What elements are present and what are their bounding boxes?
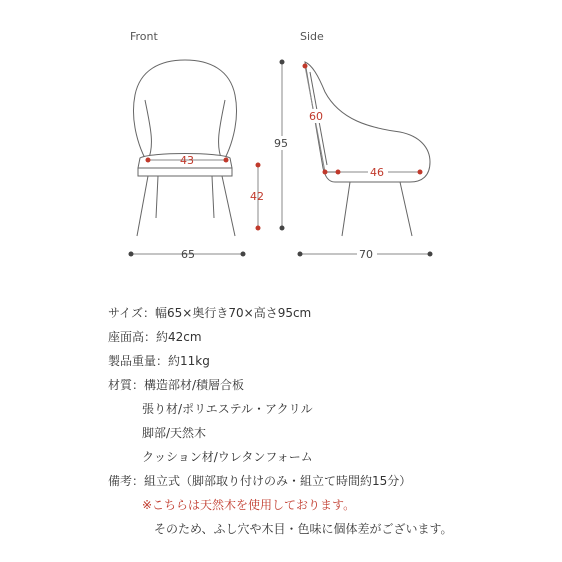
seat-height-label: 42 bbox=[250, 190, 264, 203]
spec-size: サイズ：幅65×奥行き70×高さ95cm bbox=[108, 306, 312, 320]
front-leg-3 bbox=[212, 176, 214, 218]
front-arm-left bbox=[145, 100, 151, 160]
front-leg-1 bbox=[137, 176, 148, 236]
height-endpoint-top bbox=[280, 60, 285, 65]
seat-height-endpoint-bottom bbox=[256, 226, 261, 231]
front-view-label: Front bbox=[130, 30, 158, 43]
spec-seat-height: 座面高：約42cm bbox=[108, 330, 202, 344]
seat-width-endpoint-right bbox=[224, 158, 229, 163]
spec-note-natural-wood: ※こちらは天然木を使用しております。 bbox=[142, 498, 356, 512]
spec-weight: 製品重量：約11kg bbox=[108, 354, 210, 368]
side-view bbox=[305, 62, 430, 236]
front-arm-right bbox=[219, 100, 225, 160]
width-endpoint-right bbox=[241, 252, 246, 257]
side-view-label: Side bbox=[300, 30, 324, 43]
side-leg-back bbox=[400, 182, 412, 236]
front-leg-4 bbox=[222, 176, 235, 236]
back-height-endpoint-bottom bbox=[323, 170, 328, 175]
side-leg-front bbox=[342, 182, 350, 236]
front-view bbox=[134, 60, 237, 236]
seat-height-endpoint-top bbox=[256, 163, 261, 168]
total-depth-label: 70 bbox=[359, 248, 373, 261]
spec-material-structure: 材質：構造部材/積層合板 bbox=[108, 378, 245, 392]
total-height-label: 95 bbox=[274, 137, 288, 150]
depth-endpoint-left bbox=[298, 252, 303, 257]
spec-material-legs: 脚部/天然木 bbox=[142, 426, 207, 440]
front-leg-2 bbox=[156, 176, 158, 218]
front-base bbox=[138, 168, 232, 176]
depth-endpoint-right bbox=[428, 252, 433, 257]
seat-depth-label: 46 bbox=[370, 166, 384, 179]
total-width-label: 65 bbox=[181, 248, 195, 261]
spec-remarks: 備考：組立式（脚部取り付けのみ・組立て時間約15分） bbox=[108, 474, 412, 488]
width-endpoint-left bbox=[129, 252, 134, 257]
back-height-label: 60 bbox=[309, 110, 323, 123]
spec-material-cushion: クッション材/ウレタンフォーム bbox=[142, 450, 313, 464]
spec-note-variation: そのため、ふし穴や木目・色味に個体差がございます。 bbox=[154, 522, 453, 536]
height-endpoint-bottom bbox=[280, 226, 285, 231]
spec-material-upholstery: 張り材/ポリエステル・アクリル bbox=[142, 402, 313, 416]
seat-depth-endpoint-left bbox=[336, 170, 341, 175]
seat-width-label: 43 bbox=[180, 154, 194, 167]
back-height-endpoint-top bbox=[303, 64, 308, 69]
seat-depth-endpoint-right bbox=[418, 170, 423, 175]
seat-width-endpoint-left bbox=[146, 158, 151, 163]
